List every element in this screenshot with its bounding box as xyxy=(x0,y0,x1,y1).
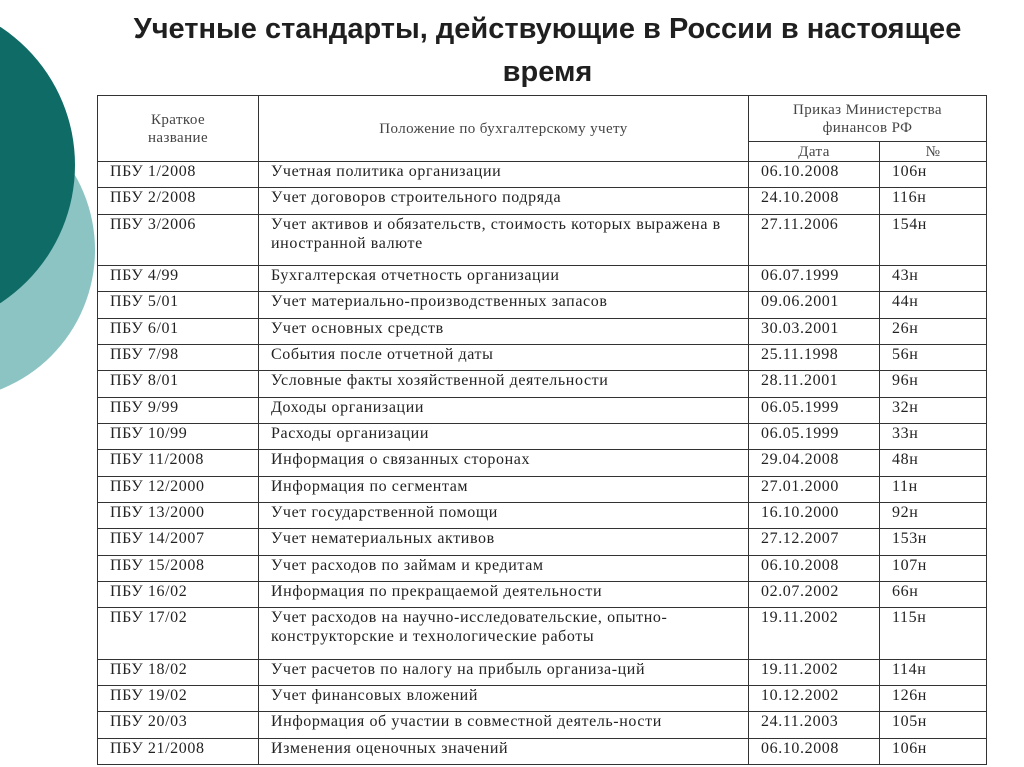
cell-name: Учет финансовых вложений xyxy=(259,685,749,711)
cell-code: ПБУ 7/98 xyxy=(98,344,259,370)
cell-date: 27.01.2000 xyxy=(749,476,880,502)
cell-code: ПБУ 18/02 xyxy=(98,659,259,685)
cell-name: Учет расходов по займам и кредитам xyxy=(259,555,749,581)
cell-name: Информация о связанных сторонах xyxy=(259,450,749,476)
cell-code: ПБУ 9/99 xyxy=(98,397,259,423)
cell-number: 66н xyxy=(880,581,987,607)
cell-code: ПБУ 1/2008 xyxy=(98,162,259,188)
cell-code: ПБУ 6/01 xyxy=(98,318,259,344)
table-row xyxy=(98,712,987,738)
table-row xyxy=(98,397,987,423)
cell-number: 48н xyxy=(880,450,987,476)
table-row xyxy=(98,738,987,764)
cell-date: 19.11.2002 xyxy=(749,608,880,659)
cell-date: 27.12.2007 xyxy=(749,529,880,555)
cell-number: 92н xyxy=(880,502,987,528)
cell-code: ПБУ 5/01 xyxy=(98,292,259,318)
table-row xyxy=(98,659,987,685)
cell-date: 06.10.2008 xyxy=(749,738,880,764)
cell-date: 24.10.2008 xyxy=(749,188,880,214)
table-row xyxy=(98,214,987,265)
cell-number: 33н xyxy=(880,423,987,449)
cell-name: Учет государственной помощи xyxy=(259,502,749,528)
cell-date: 29.04.2008 xyxy=(749,450,880,476)
cell-name: Условные факты хозяйственной деятельности xyxy=(259,371,749,397)
table-row xyxy=(98,162,987,188)
cell-date: 27.11.2006 xyxy=(749,214,880,265)
cell-name: Доходы организации xyxy=(259,397,749,423)
cell-date: 06.05.1999 xyxy=(749,423,880,449)
table-body xyxy=(98,162,987,765)
cell-code: ПБУ 15/2008 xyxy=(98,555,259,581)
cell-date: 28.11.2001 xyxy=(749,371,880,397)
table-row xyxy=(98,318,987,344)
header-order-line2: финансов РФ xyxy=(822,119,913,136)
cell-number: 115н xyxy=(880,608,987,659)
cell-name: Учет активов и обязательств, стоимость которых выражена в иностранной валюте xyxy=(259,214,749,265)
cell-name: Расходы организации xyxy=(259,423,749,449)
cell-code: ПБУ 8/01 xyxy=(98,371,259,397)
table-row xyxy=(98,555,987,581)
table-row xyxy=(98,188,987,214)
cell-number: 107н xyxy=(880,555,987,581)
cell-date: 30.03.2001 xyxy=(749,318,880,344)
cell-number: 154н xyxy=(880,214,987,265)
cell-date: 02.07.2002 xyxy=(749,581,880,607)
header-short-name xyxy=(98,96,259,162)
table-row xyxy=(98,529,987,555)
cell-code: ПБУ 11/2008 xyxy=(98,450,259,476)
cell-name: Учет нематериальных активов xyxy=(259,529,749,555)
cell-number: 106н xyxy=(880,738,987,764)
table-row xyxy=(98,685,987,711)
cell-name: Учет материально-производственных запасов xyxy=(259,292,749,318)
cell-number: 126н xyxy=(880,685,987,711)
cell-date: 10.12.2002 xyxy=(749,685,880,711)
cell-date: 16.10.2000 xyxy=(749,502,880,528)
cell-date: 06.10.2008 xyxy=(749,555,880,581)
cell-name: Учет основных средств xyxy=(259,318,749,344)
cell-code: ПБУ 4/99 xyxy=(98,266,259,292)
table-row xyxy=(98,371,987,397)
table-row xyxy=(98,423,987,449)
cell-number: 44н xyxy=(880,292,987,318)
header-short-name-line2: название xyxy=(147,129,209,146)
header-date: Дата xyxy=(749,142,880,162)
cell-name: Учетная политика организации xyxy=(259,162,749,188)
cell-number: 32н xyxy=(880,397,987,423)
header-order-line1: Приказ Министерства xyxy=(793,101,942,118)
cell-date: 24.11.2003 xyxy=(749,712,880,738)
cell-code: ПБУ 10/99 xyxy=(98,423,259,449)
cell-name: Учет расходов на научно-исследовательские, опытно-конструкторские и технологические работы xyxy=(259,608,749,659)
cell-number: 114н xyxy=(880,659,987,685)
cell-name: Изменения оценочных значений xyxy=(259,738,749,764)
table-row xyxy=(98,502,987,528)
cell-number: 105н xyxy=(880,712,987,738)
cell-name: Информация по прекращаемой деятельности xyxy=(259,581,749,607)
table-row xyxy=(98,344,987,370)
header-short-name-line1: Краткое xyxy=(151,111,205,128)
cell-name: Учет договоров строительного подряда xyxy=(259,188,749,214)
cell-name: Бухгалтерская отчетность организации xyxy=(259,266,749,292)
header-number: № xyxy=(880,142,987,162)
cell-number: 11н xyxy=(880,476,987,502)
cell-date: 06.10.2008 xyxy=(749,162,880,188)
cell-date: 06.05.1999 xyxy=(749,397,880,423)
header-regulation: Положение по бухгалтерскому учету xyxy=(259,96,749,162)
cell-code: ПБУ 13/2000 xyxy=(98,502,259,528)
cell-code: ПБУ 3/2006 xyxy=(98,214,259,265)
cell-number: 106н xyxy=(880,162,987,188)
cell-number: 56н xyxy=(880,344,987,370)
cell-code: ПБУ 17/02 xyxy=(98,608,259,659)
cell-date: 09.06.2001 xyxy=(749,292,880,318)
table-row xyxy=(98,608,987,659)
cell-code: ПБУ 2/2008 xyxy=(98,188,259,214)
cell-name: Информация об участии в совместной деятель-ности xyxy=(259,712,749,738)
cell-number: 96н xyxy=(880,371,987,397)
cell-code: ПБУ 16/02 xyxy=(98,581,259,607)
cell-date: 25.11.1998 xyxy=(749,344,880,370)
page-title: Учетные стандарты, действующие в России в настоящее время xyxy=(133,13,962,88)
table-row xyxy=(98,266,987,292)
cell-code: ПБУ 19/02 xyxy=(98,685,259,711)
cell-code: ПБУ 20/03 xyxy=(98,712,259,738)
cell-number: 116н xyxy=(880,188,987,214)
standards-table xyxy=(97,95,987,765)
table-row xyxy=(98,292,987,318)
table-row xyxy=(98,450,987,476)
cell-name: Информация по сегментам xyxy=(259,476,749,502)
cell-date: 19.11.2002 xyxy=(749,659,880,685)
cell-code: ПБУ 12/2000 xyxy=(98,476,259,502)
cell-number: 153н xyxy=(880,529,987,555)
cell-code: ПБУ 14/2007 xyxy=(98,529,259,555)
cell-number: 26н xyxy=(880,318,987,344)
table-row xyxy=(98,581,987,607)
cell-name: События после отчетной даты xyxy=(259,344,749,370)
cell-code: ПБУ 21/2008 xyxy=(98,738,259,764)
cell-number: 43н xyxy=(880,266,987,292)
header-order xyxy=(749,96,987,142)
cell-date: 06.07.1999 xyxy=(749,266,880,292)
cell-name: Учет расчетов по налогу на прибыль организа-ций xyxy=(259,659,749,685)
table-row xyxy=(98,476,987,502)
